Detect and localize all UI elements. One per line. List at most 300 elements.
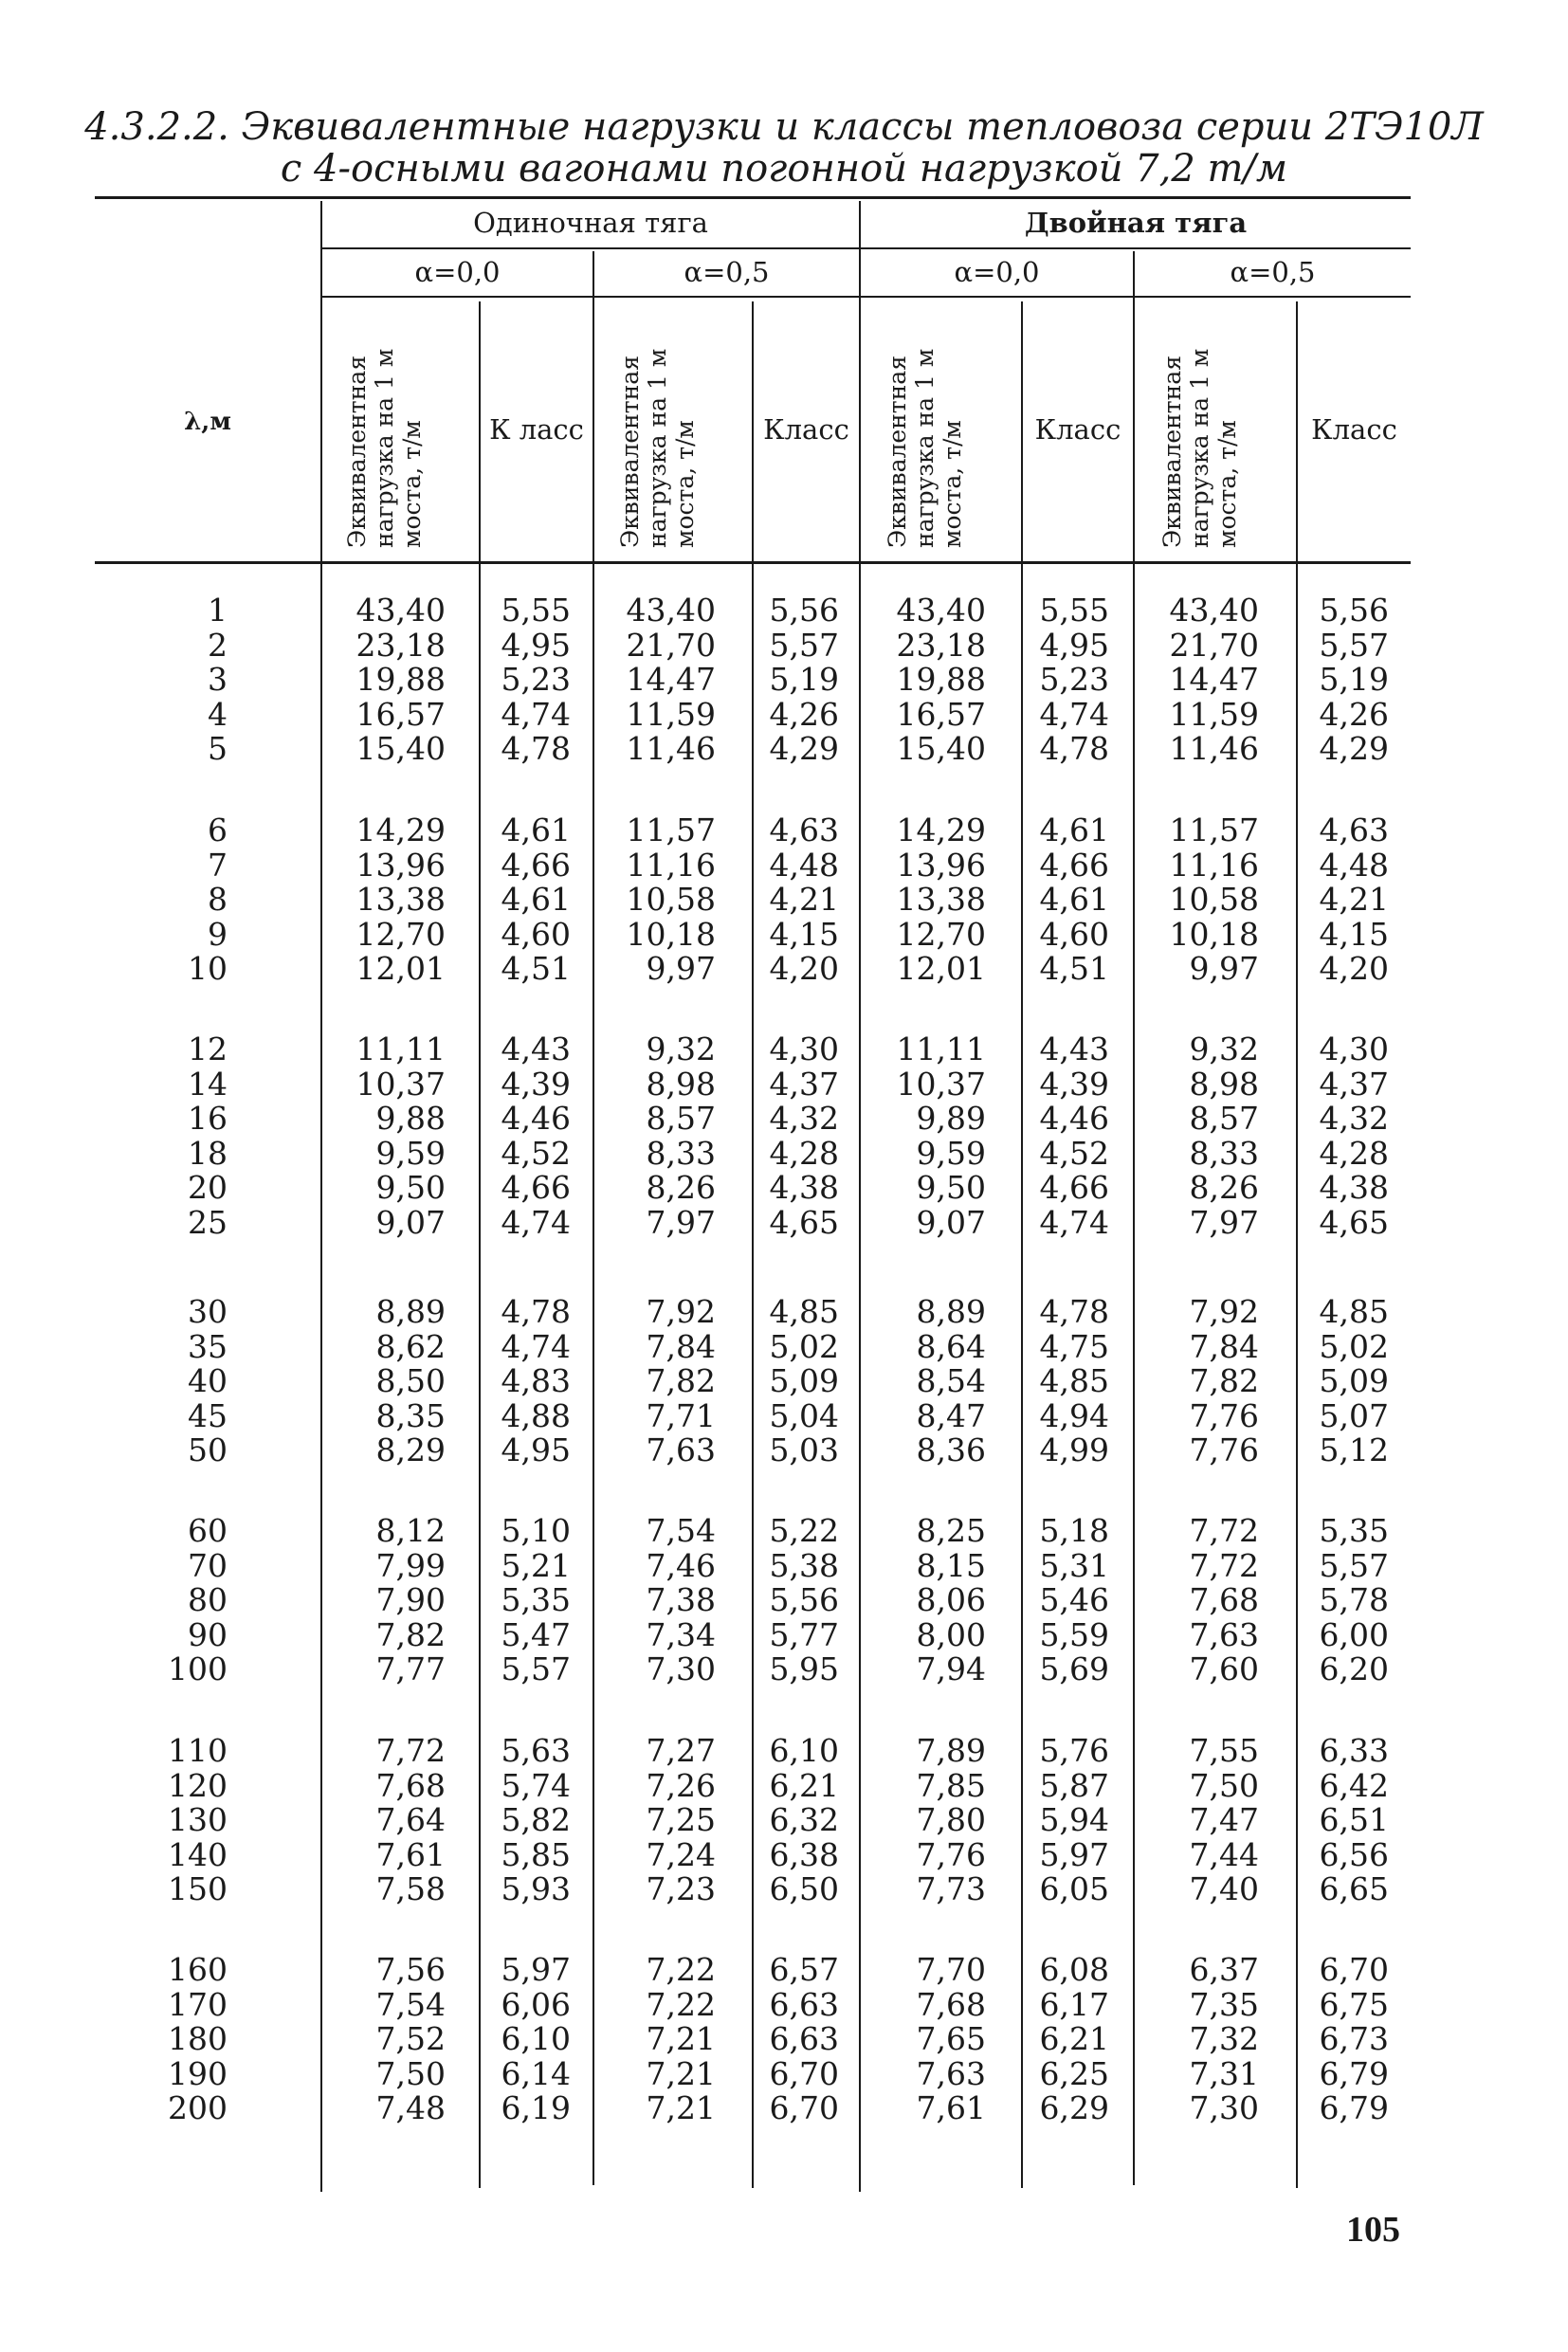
cell-double-a0-load: 7,89 [916,1732,986,1769]
cell-single-a05-class: 6,21 [769,1766,839,1804]
cell-single-a05-load: 7,82 [646,1362,716,1399]
cell-single-a0-class: 4,66 [501,846,571,884]
cell-double-a05-load: 7,40 [1189,1870,1259,1907]
cell-double-a0-load: 7,63 [916,2054,986,2092]
cell-double-a05-class: 4,63 [1319,811,1389,848]
cell-double-a05-class: 4,15 [1319,915,1389,953]
cell-double-a0-class: 5,46 [1039,1581,1109,1618]
equiv-load-header-3: Эквивалентная нагрузка на 1 м моста, т/м [884,348,966,548]
cell-double-a05-class: 5,02 [1319,1327,1389,1365]
cell-single-a05-class: 4,26 [769,695,839,733]
cell-single-a05-class: 4,28 [769,1134,839,1172]
cell-double-a0-class: 6,08 [1039,1951,1109,1988]
cell-single-a05-class: 5,56 [769,1581,839,1618]
cell-lambda: 90 [188,1615,228,1653]
cell-double-a0-class: 6,25 [1039,2054,1109,2092]
cell-double-a0-load: 8,06 [916,1581,986,1618]
cell-single-a05-class: 6,57 [769,1951,839,1988]
cell-single-a0-class: 4,95 [501,626,571,664]
cell-double-a05-load: 8,98 [1189,1065,1259,1103]
cell-double-a05-load: 8,57 [1189,1100,1259,1137]
cell-single-a05-class: 5,03 [769,1431,839,1468]
cell-double-a05-class: 5,57 [1319,626,1389,664]
cell-single-a0-class: 5,63 [501,1732,571,1769]
cell-single-a0-load: 11,11 [356,1030,446,1067]
vrule-col5 [1021,301,1023,2188]
cell-single-a05-load: 7,21 [646,2020,716,2057]
cell-double-a05-load: 7,92 [1189,1293,1259,1330]
cell-double-a0-load: 16,57 [896,695,986,733]
cell-lambda: 9 [208,915,228,953]
cell-single-a0-load: 8,50 [375,1362,446,1399]
cell-single-a0-class: 4,43 [501,1030,571,1067]
cell-double-a05-class: 6,70 [1319,1951,1389,1988]
equiv-load-header-1: Эквивалентная нагрузка на 1 м моста, т/м [343,348,426,548]
vrule-col1 [479,301,481,2188]
cell-double-a0-load: 13,96 [896,846,986,884]
cell-single-a0-class: 4,95 [501,1431,571,1468]
table-title-line2: с 4-осными вагонами погонной нагрузкой 7,2 т/м [280,147,1288,191]
cell-double-a0-load: 8,47 [916,1396,986,1434]
cell-single-a0-load: 8,29 [375,1431,446,1468]
group-rule [322,247,1411,249]
single-alpha05-header: α=0,5 [684,256,770,288]
cell-double-a0-class: 4,78 [1039,730,1109,767]
cell-single-a0-class: 5,23 [501,661,571,698]
cell-double-a0-load: 12,01 [896,950,986,987]
cell-single-a05-load: 7,26 [646,1766,716,1804]
vrule-single-alpha [593,251,594,2185]
cell-double-a0-class: 5,23 [1039,661,1109,698]
cell-single-a05-load: 7,38 [646,1581,716,1618]
cell-single-a05-class: 4,65 [769,1203,839,1241]
cell-single-a05-class: 6,70 [769,2054,839,2092]
cell-single-a0-load: 13,38 [356,881,446,918]
cell-single-a05-class: 4,48 [769,846,839,884]
cell-single-a0-load: 19,88 [356,661,446,698]
cell-single-a0-class: 5,74 [501,1766,571,1804]
cell-single-a0-load: 12,01 [356,950,446,987]
cell-single-a05-load: 11,59 [626,695,716,733]
cell-single-a0-load: 7,82 [375,1615,446,1653]
cell-single-a0-load: 7,48 [375,2089,446,2126]
cell-double-a0-class: 4,66 [1039,1169,1109,1206]
cell-single-a0-load: 14,29 [356,811,446,848]
cell-double-a05-class: 4,28 [1319,1134,1389,1172]
cell-single-a0-load: 10,37 [356,1065,446,1103]
cell-double-a0-class: 6,17 [1039,1985,1109,2023]
cell-single-a05-load: 21,70 [626,626,716,664]
cell-lambda: 130 [168,1801,228,1838]
page-number: 105 [1346,2210,1400,2250]
cell-double-a0-class: 4,52 [1039,1134,1109,1172]
cell-single-a05-class: 4,32 [769,1100,839,1137]
cell-double-a0-class: 4,94 [1039,1396,1109,1434]
cell-lambda: 16 [188,1100,228,1137]
cell-double-a05-load: 7,82 [1189,1362,1259,1399]
cell-double-a05-load: 7,60 [1189,1650,1259,1687]
cell-single-a05-class: 5,77 [769,1615,839,1653]
cell-single-a0-class: 4,66 [501,1169,571,1206]
cell-double-a05-load: 14,47 [1169,661,1259,698]
cell-double-a05-load: 7,32 [1189,2020,1259,2057]
cell-single-a05-class: 6,63 [769,2020,839,2057]
cell-single-a05-class: 6,38 [769,1835,839,1873]
cell-double-a05-class: 4,21 [1319,881,1389,918]
cell-double-a05-class: 5,35 [1319,1512,1389,1549]
cell-double-a05-class: 6,00 [1319,1615,1389,1653]
cell-lambda: 35 [188,1327,228,1365]
cell-single-a05-class: 5,57 [769,626,839,664]
cell-single-a0-class: 5,97 [501,1951,571,1988]
cell-single-a05-class: 5,02 [769,1327,839,1365]
cell-double-a0-class: 6,05 [1039,1870,1109,1907]
cell-double-a0-load: 8,36 [916,1431,986,1468]
cell-single-a0-class: 5,55 [501,592,571,629]
cell-double-a05-load: 7,76 [1189,1396,1259,1434]
cell-single-a0-load: 7,68 [375,1766,446,1804]
cell-double-a0-load: 7,76 [916,1835,986,1873]
cell-single-a0-load: 7,56 [375,1951,446,1988]
cell-single-a0-class: 5,35 [501,1581,571,1618]
cell-double-a05-load: 7,84 [1189,1327,1259,1365]
cell-double-a0-class: 4,85 [1039,1362,1109,1399]
cell-single-a0-class: 6,14 [501,2054,571,2092]
cell-double-a05-class: 4,48 [1319,846,1389,884]
table-title-line1: 4.3.2.2. Эквивалентные нагрузки и классы тепловоза серии 2ТЭ10Л [84,105,1484,149]
cell-lambda: 4 [208,695,228,733]
cell-double-a0-load: 19,88 [896,661,986,698]
cell-double-a0-load: 8,00 [916,1615,986,1653]
cell-double-a0-class: 5,59 [1039,1615,1109,1653]
cell-single-a0-class: 5,47 [501,1615,571,1653]
cell-double-a05-load: 7,55 [1189,1732,1259,1769]
cell-single-a05-class: 4,21 [769,881,839,918]
cell-single-a0-load: 43,40 [356,592,446,629]
cell-lambda: 150 [168,1870,228,1907]
cell-single-a0-class: 4,83 [501,1362,571,1399]
cell-single-a05-load: 9,97 [646,950,716,987]
cell-single-a0-class: 5,10 [501,1512,571,1549]
cell-single-a0-class: 4,46 [501,1100,571,1137]
cell-double-a05-class: 6,79 [1319,2054,1389,2092]
cell-single-a0-load: 8,35 [375,1396,446,1434]
cell-single-a0-load: 7,64 [375,1801,446,1838]
cell-single-a05-load: 7,97 [646,1203,716,1241]
cell-double-a0-load: 23,18 [896,626,986,664]
cell-double-a05-load: 11,59 [1169,695,1259,733]
cell-single-a05-load: 7,84 [646,1327,716,1365]
cell-single-a05-load: 43,40 [626,592,716,629]
cell-single-a0-load: 7,50 [375,2054,446,2092]
cell-single-a0-class: 5,93 [501,1870,571,1907]
cell-double-a0-load: 13,38 [896,881,986,918]
cell-single-a05-class: 5,09 [769,1362,839,1399]
single-alpha0-header: α=0,0 [414,256,501,288]
cell-double-a0-class: 4,74 [1039,1203,1109,1241]
cell-single-a0-class: 6,19 [501,2089,571,2126]
cell-lambda: 200 [168,2089,228,2126]
cell-single-a0-class: 6,06 [501,1985,571,2023]
cell-single-a05-load: 8,57 [646,1100,716,1137]
cell-double-a0-load: 7,94 [916,1650,986,1687]
cell-single-a0-load: 23,18 [356,626,446,664]
cell-single-a0-load: 9,07 [375,1203,446,1241]
cell-lambda: 40 [188,1362,228,1399]
cell-double-a0-class: 4,46 [1039,1100,1109,1137]
cell-single-a0-load: 7,77 [375,1650,446,1687]
cell-double-a0-class: 4,74 [1039,695,1109,733]
class-header-4: Класс [1311,413,1397,446]
cell-single-a05-load: 8,98 [646,1065,716,1103]
cell-double-a05-class: 4,85 [1319,1293,1389,1330]
cell-single-a0-load: 7,52 [375,2020,446,2057]
cell-lambda: 180 [168,2020,228,2057]
cell-single-a0-load: 8,12 [375,1512,446,1549]
cell-single-a05-load: 11,57 [626,811,716,848]
cell-lambda: 2 [208,626,228,664]
cell-double-a05-class: 6,73 [1319,2020,1389,2057]
cell-single-a05-load: 7,27 [646,1732,716,1769]
cell-single-a05-class: 5,22 [769,1512,839,1549]
equiv-load-header-4: Эквивалентная нагрузка на 1 м моста, т/м [1158,348,1241,548]
cell-double-a05-load: 8,26 [1189,1169,1259,1206]
cell-double-a05-load: 7,35 [1189,1985,1259,2023]
cell-double-a0-load: 7,70 [916,1951,986,1988]
cell-single-a05-load: 14,47 [626,661,716,698]
cell-double-a0-load: 7,61 [916,2089,986,2126]
cell-double-a05-class: 4,38 [1319,1169,1389,1206]
cell-double-a05-class: 5,12 [1319,1431,1389,1468]
cell-single-a05-class: 5,04 [769,1396,839,1434]
cell-single-a0-class: 4,60 [501,915,571,953]
cell-double-a05-load: 7,72 [1189,1512,1259,1549]
cell-single-a05-load: 7,46 [646,1546,716,1584]
cell-double-a05-load: 21,70 [1169,626,1259,664]
cell-single-a05-load: 7,63 [646,1431,716,1468]
cell-lambda: 120 [168,1766,228,1804]
class-header-1: К ласс [489,413,584,446]
cell-single-a05-load: 10,58 [626,881,716,918]
vrule-group [859,201,861,2192]
cell-single-a05-load: 7,54 [646,1512,716,1549]
cell-double-a0-load: 9,59 [916,1134,986,1172]
cell-single-a05-class: 4,38 [769,1169,839,1206]
cell-double-a05-load: 9,97 [1189,950,1259,987]
cell-double-a0-load: 12,70 [896,915,986,953]
cell-double-a05-load: 7,47 [1189,1801,1259,1838]
equiv-load-header-2: Эквивалентная нагрузка на 1 м моста, т/м [616,348,699,548]
cell-double-a05-class: 6,42 [1319,1766,1389,1804]
class-header-3: Класс [1034,413,1121,446]
cell-single-a0-load: 8,62 [375,1327,446,1365]
cell-single-a0-class: 4,61 [501,811,571,848]
cell-lambda: 10 [188,950,228,987]
cell-single-a0-load: 13,96 [356,846,446,884]
cell-double-a0-load: 8,89 [916,1293,986,1330]
cell-lambda: 140 [168,1835,228,1873]
cell-single-a0-load: 16,57 [356,695,446,733]
cell-single-a0-class: 4,88 [501,1396,571,1434]
cell-single-a0-class: 4,52 [501,1134,571,1172]
cell-single-a05-class: 5,95 [769,1650,839,1687]
cell-double-a0-load: 15,40 [896,730,986,767]
cell-single-a0-load: 7,54 [375,1985,446,2023]
cell-single-a0-class: 5,82 [501,1801,571,1838]
cell-double-a05-class: 5,78 [1319,1581,1389,1618]
vrule-col7 [1296,301,1298,2188]
cell-lambda: 3 [208,661,228,698]
cell-lambda: 1 [208,592,228,629]
cell-single-a0-class: 4,74 [501,1327,571,1365]
cell-double-a05-load: 10,18 [1169,915,1259,953]
cell-single-a0-load: 12,70 [356,915,446,953]
cell-single-a05-load: 7,23 [646,1870,716,1907]
cell-double-a05-load: 8,33 [1189,1134,1259,1172]
cell-lambda: 12 [188,1030,228,1067]
cell-double-a05-class: 4,65 [1319,1203,1389,1241]
cell-double-a0-load: 7,68 [916,1985,986,2023]
cell-double-a05-class: 6,79 [1319,2089,1389,2126]
cell-double-a0-load: 7,80 [916,1801,986,1838]
cell-double-a05-class: 6,20 [1319,1650,1389,1687]
cell-double-a0-class: 5,69 [1039,1650,1109,1687]
cell-single-a05-load: 7,71 [646,1396,716,1434]
double-traction-header: Двойная тяга [1024,207,1248,239]
cell-double-a0-class: 5,76 [1039,1732,1109,1769]
cell-double-a0-class: 4,99 [1039,1431,1109,1468]
cell-lambda: 7 [208,846,228,884]
cell-single-a05-load: 7,25 [646,1801,716,1838]
cell-double-a05-class: 6,33 [1319,1732,1389,1769]
cell-double-a05-class: 5,09 [1319,1362,1389,1399]
class-header-2: Класс [763,413,849,446]
cell-double-a05-load: 7,72 [1189,1546,1259,1584]
cell-single-a05-load: 11,16 [626,846,716,884]
cell-single-a0-load: 15,40 [356,730,446,767]
cell-double-a05-load: 7,30 [1189,2089,1259,2126]
cell-lambda: 20 [188,1169,228,1206]
cell-single-a0-class: 5,85 [501,1835,571,1873]
cell-single-a05-class: 4,15 [769,915,839,953]
cell-double-a0-load: 8,64 [916,1327,986,1365]
cell-single-a05-class: 6,63 [769,1985,839,2023]
vrule-col3 [752,301,754,2188]
cell-double-a0-class: 5,55 [1039,592,1109,629]
cell-single-a05-load: 7,22 [646,1951,716,1988]
cell-single-a05-load: 7,21 [646,2054,716,2092]
cell-double-a05-load: 10,58 [1169,881,1259,918]
cell-double-a05-class: 5,57 [1319,1546,1389,1584]
cell-single-a0-load: 7,72 [375,1732,446,1769]
cell-double-a05-class: 5,19 [1319,661,1389,698]
top-rule [95,196,1411,199]
cell-single-a0-class: 5,21 [501,1546,571,1584]
cell-double-a0-class: 4,61 [1039,881,1109,918]
cell-lambda: 14 [188,1065,228,1103]
cell-single-a0-class: 4,74 [501,695,571,733]
cell-lambda: 18 [188,1134,228,1172]
cell-double-a05-load: 7,63 [1189,1615,1259,1653]
cell-double-a05-class: 4,30 [1319,1030,1389,1067]
cell-lambda: 170 [168,1985,228,2023]
cell-double-a05-class: 4,20 [1319,950,1389,987]
cell-single-a05-load: 11,46 [626,730,716,767]
cell-double-a0-load: 7,85 [916,1766,986,1804]
cell-single-a05-class: 5,19 [769,661,839,698]
cell-single-a0-load: 9,88 [375,1100,446,1137]
cell-lambda: 60 [188,1512,228,1549]
cell-single-a05-class: 4,29 [769,730,839,767]
cell-double-a05-class: 4,32 [1319,1100,1389,1137]
cell-double-a0-load: 7,73 [916,1870,986,1907]
cell-lambda: 70 [188,1546,228,1584]
cell-double-a0-load: 8,25 [916,1512,986,1549]
cell-lambda: 110 [168,1732,228,1769]
cell-double-a0-class: 4,43 [1039,1030,1109,1067]
cell-single-a05-class: 4,30 [769,1030,839,1067]
single-traction-header: Одиночная тяга [473,207,708,239]
double-alpha05-header: α=0,5 [1230,256,1316,288]
vrule-double-alpha [1133,251,1135,2185]
cell-double-a0-class: 5,97 [1039,1835,1109,1873]
cell-double-a0-class: 6,29 [1039,2089,1109,2126]
cell-single-a05-load: 7,24 [646,1835,716,1873]
cell-single-a0-load: 8,89 [375,1293,446,1330]
cell-lambda: 30 [188,1293,228,1330]
cell-single-a05-class: 5,56 [769,592,839,629]
cell-double-a05-class: 6,75 [1319,1985,1389,2023]
cell-single-a05-class: 6,70 [769,2089,839,2126]
cell-single-a05-load: 7,92 [646,1293,716,1330]
cell-double-a0-class: 4,39 [1039,1065,1109,1103]
cell-double-a05-load: 7,76 [1189,1431,1259,1468]
cell-single-a0-class: 4,78 [501,730,571,767]
cell-single-a05-class: 4,85 [769,1293,839,1330]
vrule-lambda [320,201,322,2192]
cell-double-a05-load: 43,40 [1169,592,1259,629]
cell-double-a05-class: 6,51 [1319,1801,1389,1838]
cell-lambda: 50 [188,1431,228,1468]
cell-single-a05-load: 7,30 [646,1650,716,1687]
cell-lambda: 160 [168,1951,228,1988]
cell-single-a05-class: 4,37 [769,1065,839,1103]
cell-double-a0-load: 10,37 [896,1065,986,1103]
cell-double-a05-class: 4,29 [1319,730,1389,767]
cell-single-a0-class: 5,57 [501,1650,571,1687]
cell-double-a05-class: 6,65 [1319,1870,1389,1907]
cell-double-a0-class: 5,31 [1039,1546,1109,1584]
cell-double-a0-load: 8,54 [916,1362,986,1399]
cell-double-a05-class: 4,37 [1319,1065,1389,1103]
cell-lambda: 25 [188,1203,228,1241]
cell-double-a05-load: 6,37 [1189,1951,1259,1988]
lambda-header: λ,м [184,408,231,436]
cell-double-a0-class: 4,51 [1039,950,1109,987]
cell-double-a05-class: 5,07 [1319,1396,1389,1434]
cell-double-a05-load: 7,31 [1189,2054,1259,2092]
cell-single-a05-class: 5,38 [769,1546,839,1584]
cell-single-a05-load: 7,21 [646,2089,716,2126]
cell-single-a0-class: 4,51 [501,950,571,987]
cell-double-a0-load: 9,50 [916,1169,986,1206]
cell-single-a05-load: 7,22 [646,1985,716,2023]
cell-double-a0-load: 9,07 [916,1203,986,1241]
cell-double-a0-class: 4,60 [1039,915,1109,953]
cell-single-a0-load: 9,50 [375,1169,446,1206]
cell-lambda: 100 [168,1650,228,1687]
cell-double-a0-load: 7,65 [916,2020,986,2057]
